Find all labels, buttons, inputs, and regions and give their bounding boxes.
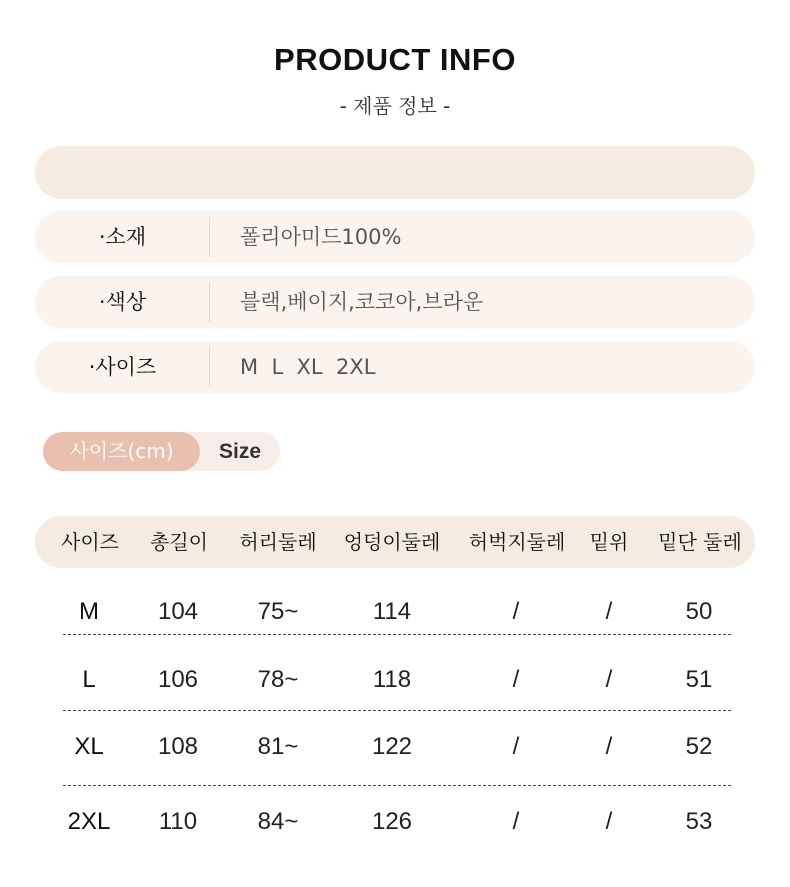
size-pill-english: Size: [218, 440, 262, 463]
table-header-cell: 허벅지둘레: [468, 530, 566, 554]
divider: [209, 347, 210, 387]
table-cell: 75~: [257, 598, 299, 625]
table-header-cell: 허리둘레: [239, 530, 317, 554]
table-cell: 126: [371, 808, 413, 835]
table-cell: /: [605, 598, 613, 625]
table-cell: 81~: [257, 733, 299, 760]
divider: [209, 282, 210, 322]
table-cell: /: [512, 666, 520, 693]
table-cell: 50: [685, 598, 713, 625]
table-cell: 84~: [257, 808, 299, 835]
page-subtitle: - 제품 정보 -: [339, 94, 451, 118]
row-divider: [63, 634, 731, 635]
table-header-cell: 밑위: [589, 530, 629, 554]
row-divider: [63, 785, 731, 786]
table-cell: 52: [685, 733, 713, 760]
table-cell: 110: [158, 808, 198, 835]
info-label: ·사이즈: [88, 355, 157, 379]
table-cell: L: [82, 666, 96, 693]
table-cell: 108: [157, 733, 199, 760]
info-value: 폴리아미드100%: [240, 225, 402, 249]
row-divider: [63, 710, 731, 711]
table-cell: 2XL: [67, 808, 111, 835]
table-header-cell: 사이즈: [61, 530, 119, 554]
table-header-cell: 총길이: [150, 530, 208, 554]
table-cell: 114: [372, 598, 412, 625]
table-cell: /: [605, 733, 613, 760]
decorative-header-bar: [35, 146, 755, 199]
table-cell: /: [512, 598, 520, 625]
table-cell: M: [79, 598, 99, 625]
info-row-color: [35, 276, 755, 328]
info-row-material: [35, 211, 755, 263]
table-header-cell: 엉덩이둘레: [343, 530, 441, 554]
info-value: M L XL 2XL: [240, 355, 376, 379]
table-cell: 78~: [257, 666, 299, 693]
info-row-size: [35, 341, 755, 393]
page-title: PRODUCT INFO: [274, 42, 516, 77]
size-unit-pill: [43, 432, 280, 471]
table-cell: /: [512, 808, 520, 835]
table-cell: 118: [372, 666, 412, 693]
table-cell: 104: [157, 598, 199, 625]
info-label: ·소재: [98, 225, 147, 249]
size-pill-korean: 사이즈(cm): [43, 432, 200, 471]
table-header-cell: 밑단 둘레: [658, 530, 742, 554]
table-cell: /: [605, 666, 613, 693]
table-cell: XL: [74, 733, 104, 760]
table-cell: 106: [157, 666, 199, 693]
table-cell: 53: [685, 808, 713, 835]
table-cell: 51: [685, 666, 713, 693]
table-cell: /: [605, 808, 613, 835]
table-cell: 122: [371, 733, 413, 760]
divider: [209, 217, 210, 257]
info-value: 블랙,베이지,코코아,브라운: [240, 290, 484, 314]
info-label: ·색상: [98, 290, 147, 314]
table-cell: /: [512, 733, 520, 760]
